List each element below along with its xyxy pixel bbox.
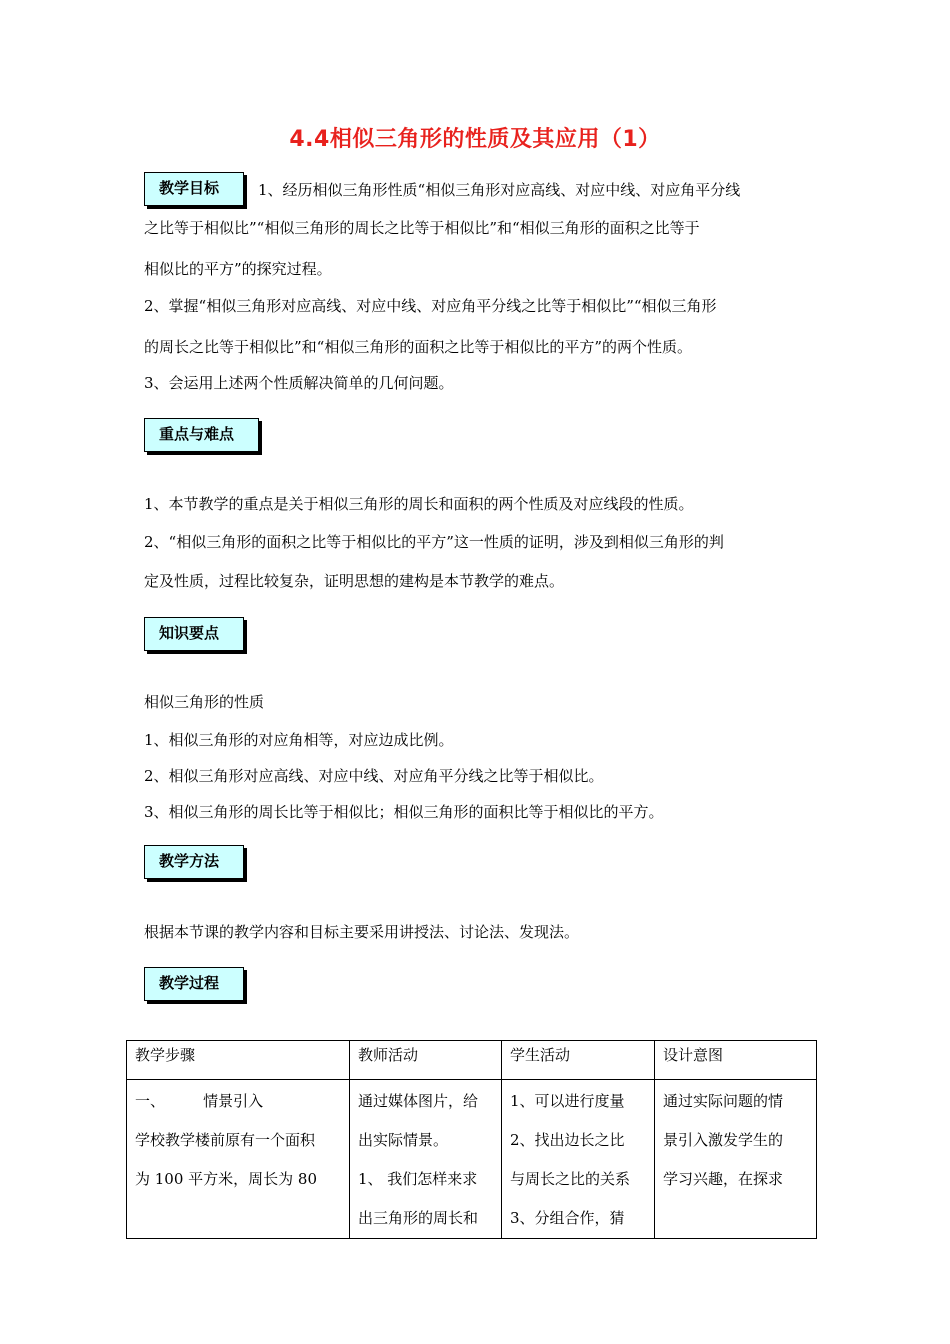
method-line-1: 根据本节课的教学内容和目标主要采用讲授法、讨论法、发现法。 <box>144 923 580 941</box>
cell-line: 学习兴趣，在探求 <box>663 1170 784 1188</box>
table-cell-intent <box>655 1080 817 1239</box>
cell-line: 与周长之比的关系 <box>510 1170 631 1188</box>
cell-line: 学校教学楼前原有一个面积 <box>135 1131 316 1149</box>
cell-line: 出三角形的周长和 <box>358 1209 479 1227</box>
cell-line: 出实际情景。 <box>358 1131 449 1149</box>
knowledge-line-3: 2、相似三角形对应高线、对应中线、对应角平分线之比等于相似比。 <box>144 767 604 785</box>
cell-line: 1、可以进行度量 <box>510 1092 625 1110</box>
goals-line-2: 之比等于相似比”“相似三角形的周长之比等于相似比”和“相似三角形的面积之比等于 <box>144 219 700 237</box>
knowledge-line-4: 3、相似三角形的周长比等于相似比；相似三角形的面积比等于相似比的平方。 <box>144 803 664 821</box>
keypoints-line-1: 1、本节教学的重点是关于相似三角形的周长和面积的两个性质及对应线段的性质。 <box>144 495 694 513</box>
keypoints-line-3: 定及性质，过程比较复杂，证明思想的建构是本节教学的难点。 <box>144 572 565 590</box>
table-row <box>127 1080 817 1239</box>
table-cell-step <box>127 1080 350 1239</box>
table-header-cell: 设计意图 <box>655 1041 817 1080</box>
cell-line: 一、 情景引入 <box>135 1092 264 1110</box>
table-cell-teacher <box>350 1080 502 1239</box>
section-label-keypoints: 重点与难点 <box>144 418 259 452</box>
table-cell-student <box>502 1080 655 1239</box>
section-label-process: 教学过程 <box>144 967 244 1001</box>
knowledge-line-1: 相似三角形的性质 <box>144 693 265 711</box>
goals-line-3: 相似比的平方”的探究过程。 <box>144 260 332 278</box>
knowledge-line-2: 1、相似三角形的对应角相等，对应边成比例。 <box>144 731 454 749</box>
section-label-knowledge: 知识要点 <box>144 617 244 651</box>
table-header-row <box>127 1041 817 1080</box>
cell-line: 3、分组合作，猜 <box>510 1209 625 1227</box>
goals-line-5: 的周长之比等于相似比”和“相似三角形的面积之比等于相似比的平方”的两个性质。 <box>144 338 693 356</box>
cell-line: 为 100 平方米，周长为 80 <box>135 1170 318 1188</box>
cell-line: 通过实际问题的情 <box>663 1092 784 1110</box>
goals-line-6: 3、会运用上述两个性质解决简单的几何问题。 <box>144 374 454 392</box>
page-title: 4.4相似三角形的性质及其应用（1） <box>289 127 661 152</box>
table-header-cell: 教师活动 <box>350 1041 502 1080</box>
cell-line: 1、 我们怎样来求 <box>358 1170 478 1188</box>
goals-line-4: 2、掌握“相似三角形对应高线、对应中线、对应角平分线之比等于相似比”“相似三角形 <box>144 297 717 315</box>
cell-line: 2、找出边长之比 <box>510 1131 625 1149</box>
table-header-cell: 教学步骤 <box>127 1041 350 1080</box>
cell-line: 通过媒体图片，给 <box>358 1092 479 1110</box>
keypoints-line-2: 2、“相似三角形的面积之比等于相似比的平方”这一性质的证明，涉及到相似三角形的判 <box>144 533 724 551</box>
process-table <box>126 1040 817 1239</box>
section-label-method: 教学方法 <box>144 845 244 879</box>
goals-line-1: 1、经历相似三角形性质“相似三角形对应高线、对应中线、对应角平分线 <box>258 181 741 199</box>
cell-line: 景引入激发学生的 <box>663 1131 784 1149</box>
table-header-cell: 学生活动 <box>502 1041 655 1080</box>
section-label-goals: 教学目标 <box>144 172 244 206</box>
